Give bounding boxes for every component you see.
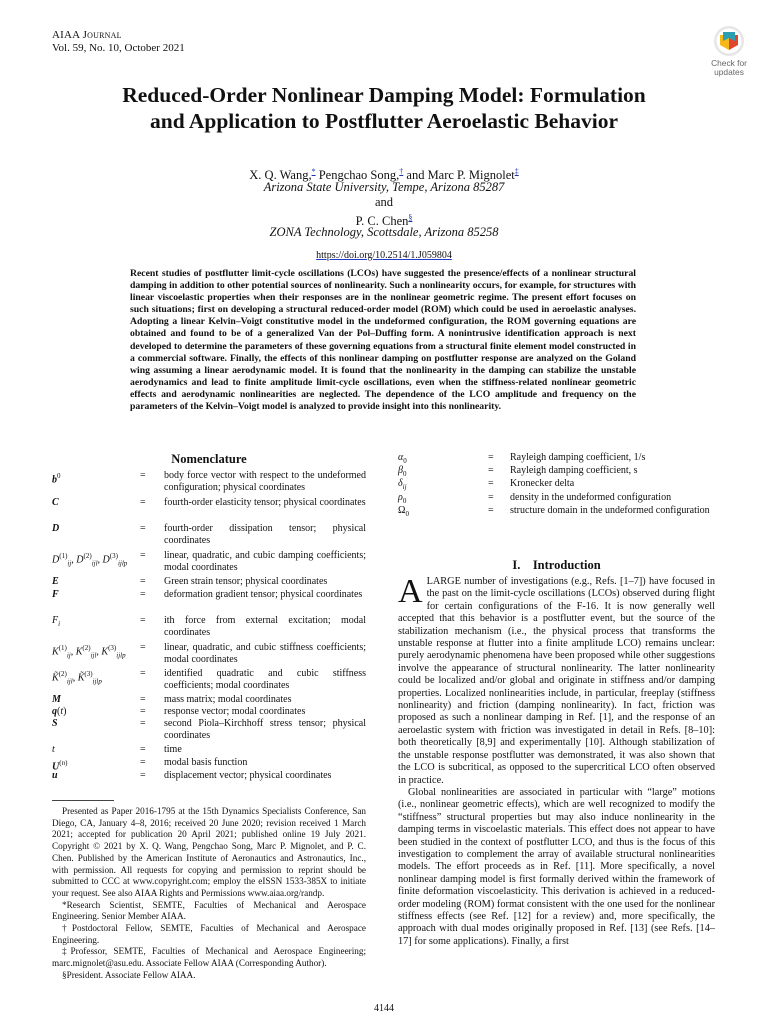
affiliation-asu: Arizona State University, Tempe, Arizona 85287 [263, 180, 505, 194]
footnote-rule [52, 800, 114, 801]
footnote-author-3: ‡Professor, SEMTE, Faculties of Mechanical and Aerospace Engineering; marc.mignolet@asu.edu. Associate Fellow AIAA (Corresponding Author). [52, 946, 366, 969]
page-number: 4144 [374, 1003, 394, 1014]
check-for-updates-label: Check for updates [711, 58, 747, 77]
author-line: X. Q. Wang,* Pengchao Song,† and Marc P. Mignolet‡ [249, 167, 519, 183]
footnote-author-2: †Postdoctoral Fellow, SEMTE, Faculties of Mechanical and Aerospace Engineering. [52, 923, 366, 945]
intro-paragraph-1: ALARGE number of investigations (e.g., Refs. [1–7]) have focused in the past on the limit-cycle oscillations (LCOs) observed during flight for certain configurations of the F-16. It is now generally well accepted that this behavior is a postflutter event, but the source of the stabilization mechanism (i.e., the physical process that transforms the unstable response at flutter into a finite amplitude LCO) remains unclear: purely aerodynamic phenomena have been proposed while other suggestions involve the appearance of structural nonlinearity. The latter nonlinearity could be localized and/or global and originate in stiffness and/or damping properties. Localized nonlinearities include, in particular, freeplay (stiffness nonlinearity) and friction (damping nonlinearity). In fact, friction was proposed as such a nonlinear damping in Ref. [1], and the response of an aeroelastic system with friction was investigated in detail in Refs. [8–10]: both theoretically [8,9] and experimentally [10]. Although stabilization of the unstable response postflutter was demonstrated, it was also shown that the LCO is subcritical, as opposed to the supercritical LCO often observed in practice. [398, 573, 715, 786]
footnotes [52, 806, 366, 982]
author-footnote-link[interactable]: ‡ [514, 167, 519, 176]
journal-issue: Vol. 59, No. 10, October 2021 [52, 42, 185, 54]
author-footnote-link[interactable]: * [311, 167, 316, 176]
introduction-heading: I. Introduction [512, 558, 601, 572]
nomenclature-heading: Nomenclature [171, 452, 247, 466]
journal-header [52, 29, 185, 55]
doi-link[interactable]: https://doi.org/10.2514/1.J059804 [316, 250, 452, 261]
author-footnote-link[interactable]: § [408, 213, 413, 222]
drop-cap: A [398, 573, 423, 610]
author-line-2: P. C. Chen§ [355, 213, 413, 229]
intro-paragraph-2: Global nonlinearities are associated in particular with “large” motions (i.e., nonlinear geometric effects), which are well recognized to modify the “stiffness” structural properties but may also induce nonlinearity in the damping terms in viscoelastic materials. This effect does not appear to have been studied in the context of postflutter LCO, and thus is the focus of this investigation to complement the array of available structural nonlinearities models. The effort proceeds as in Ref. [11]. More specifically, a novel nonlinear damping model is first formally derived within the framework of finite deformation viscoelasticity. This derivation is achieved in a reduced-order modeling (ROM) format consistent with the one used for the nonlinear stiffness effects (see Ref. [12] for a review) and, more specifically, the approach with dual modes originally proposed in Ref. [13] (see Refs. [14–17] for some applications). Finally, a first [398, 786, 715, 947]
abstract: Recent studies of postflutter limit-cycle oscillations (LCOs) have suggested the presence/effects of a nonlinear structural damping in addition to other potential sources of nonlinearity. Such a nonlinearity occurs, for example, for structures with linear viscoelastic properties when their responses are in the nonlinear geometric regime. The present effort focuses on such situations; first on developing a structural reduced-order model (ROM) which could be used in aeroelastic analyses. Adopting a linear Kelvin–Voigt constitutive model in the undeformed configuration, the ROM governing equations are obtained and found to be of a generalized Van der Pol–Duffing form. A nonintrusive identification approach is next developed to determine the parameters of these governing equations from a structural finite element model constructed in a commercial software. Finally, the effects of this nonlinear damping on postflutter response are analyzed on the Goland wing assuming a linear aerodynamic model. It is found that the nonlinearity in the damping can stabilize the unstable aerodynamics and lead to finite amplitude limit-cycle oscillations, even when the stiffness-related nonlinear geometric effects and aerodynamic nonlinearities are neglected. The dependence of the LCO amplitude and frequency on the parameters of the Kelvin–Voigt model is analyzed to provide insight into this nonlinearity. [130, 268, 636, 413]
author-footnote-link[interactable]: † [399, 167, 404, 176]
crossmark-icon [700, 24, 758, 58]
footnote-publication: Presented as Paper 2016-1795 at the 15th Dynamics Specialists Conference, San Diego, CA, January 4–8, 2016; received 20 June 2020; revision received 1 March 2021; accepted for publication 20 April 2021; published online 19 July 2021. Copyright © 2021 by X. Q. Wang, Pengchao Song, Marc P. Mignolet, and P. C. Chen. Published by the American Institute of Aeronautics and Astronautics, Inc., with permission. All requests for copying and permission to reprint should be submitted to CCC at www.copyright.com; employ the eISSN 1533-385X to initiate your request. See also AIAA Rights and Permissions www.aiaa.org/randp. [52, 806, 366, 898]
paper-title: Reduced-Order Nonlinear Damping Model: Formulation and Application to Postflutter Aeroelastic Behavior [122, 83, 646, 133]
footnote-author-1: *Research Scientist, SEMTE, Faculties of Mechanical and Aerospace Engineering. Senior Member AIAA. [52, 899, 366, 922]
and-separator: and [374, 195, 394, 209]
check-for-updates-badge[interactable] [700, 24, 758, 84]
introduction-body [398, 573, 715, 948]
journal-name: AIAA Journal [52, 29, 122, 41]
footnote-author-4: §President. Associate Fellow AIAA. [62, 969, 196, 980]
affiliation-zona: ZONA Technology, Scottsdale, Arizona 85258 [269, 225, 499, 239]
